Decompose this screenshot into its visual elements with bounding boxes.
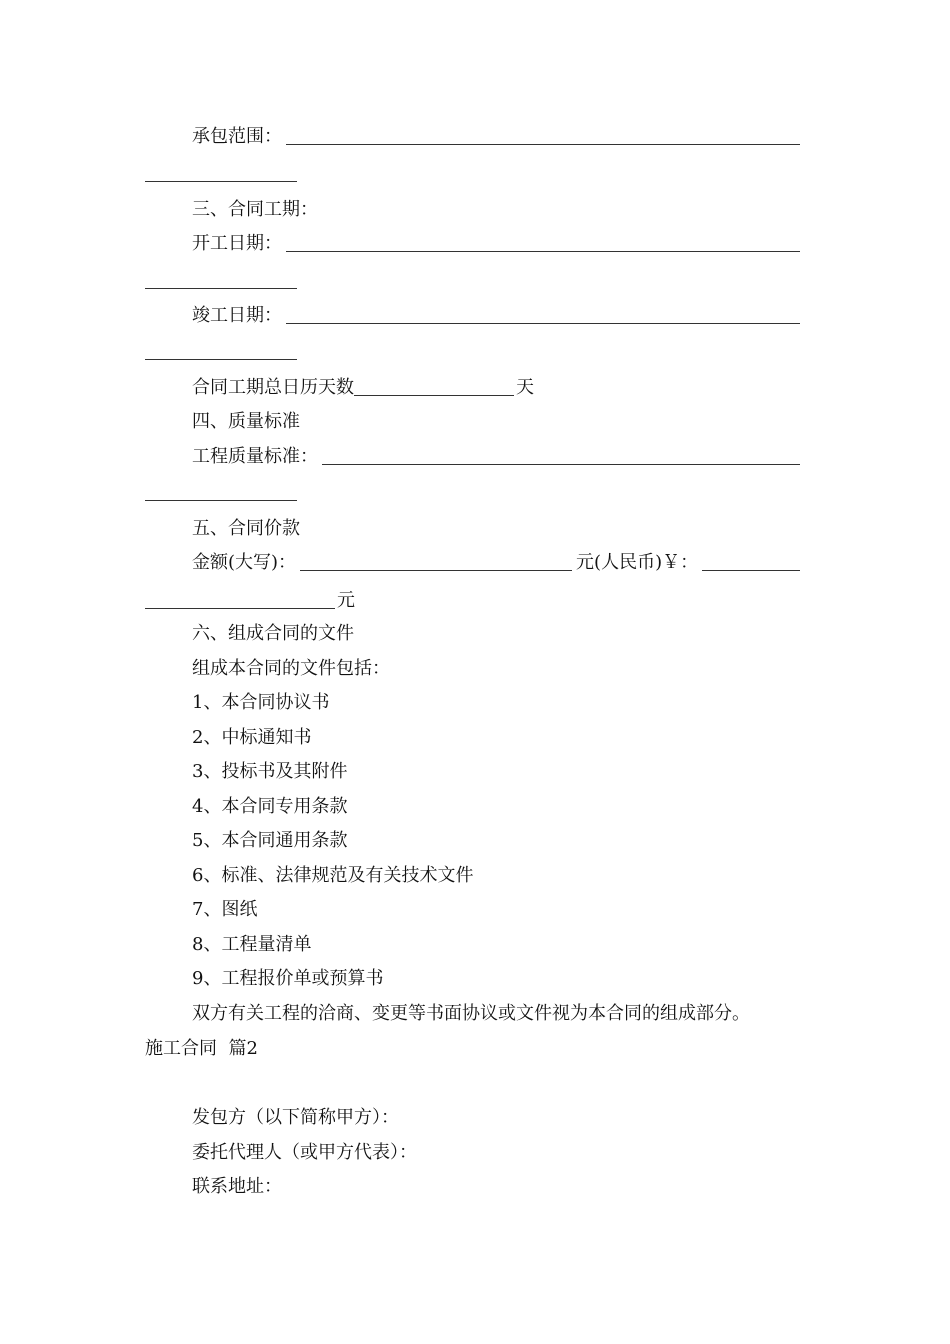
quality-blank[interactable] [322, 464, 800, 465]
closing-statement: 双方有关工程的洽商、变更等书面协议或文件视为本合同的组成部分。 [192, 1003, 750, 1024]
doc-item: 8、工程量清单 [192, 934, 312, 955]
quality-blank-continued[interactable] [145, 500, 297, 501]
amount-figure-blank-continued[interactable] [145, 608, 335, 609]
total-days-unit: 天 [516, 377, 534, 398]
part-2-title: 施工合同 篇2 [145, 1038, 258, 1059]
docs-intro: 组成本合同的文件包括： [192, 658, 390, 679]
section-4-heading: 四、质量标准 [192, 411, 300, 432]
total-days-blank[interactable] [354, 395, 514, 396]
finish-date-blank[interactable] [286, 323, 800, 324]
agent-label: 委托代理人（或甲方代表）： [192, 1142, 417, 1163]
doc-item: 2、中标通知书 [192, 727, 312, 748]
doc-item: 5、本合同通用条款 [192, 830, 348, 851]
doc-item: 9、工程报价单或预算书 [192, 968, 384, 989]
scope-blank-continued[interactable] [145, 181, 297, 182]
section-5-heading: 五、合同价款 [192, 518, 300, 539]
amount-continued-row [145, 589, 355, 613]
total-days-label: 合同工期总日历天数 [192, 377, 354, 398]
start-date-row [192, 232, 804, 256]
start-date-blank-continued[interactable] [145, 288, 297, 289]
scope-blank[interactable] [286, 144, 800, 145]
amount-yuan-unit: 元 [337, 590, 355, 611]
start-date-label: 开工日期： [192, 233, 282, 254]
scope-field-row [192, 125, 804, 149]
amount-figure-blank[interactable] [702, 570, 800, 571]
section-3-heading: 三、合同工期： [192, 199, 318, 220]
amount-label: 金额(大写)： [192, 552, 297, 573]
scope-label: 承包范围： [192, 126, 282, 147]
quality-label: 工程质量标准： [192, 446, 318, 467]
address-label: 联系地址： [192, 1176, 282, 1197]
total-days-row [192, 376, 534, 400]
finish-date-blank-continued[interactable] [145, 359, 297, 360]
amount-row [192, 551, 804, 575]
amount-words-blank[interactable] [300, 570, 572, 571]
finish-date-label: 竣工日期： [192, 305, 282, 326]
employer-label: 发包方（以下简称甲方）： [192, 1107, 399, 1128]
quality-row [192, 445, 804, 469]
finish-date-row [192, 304, 804, 328]
doc-item: 4、本合同专用条款 [192, 796, 348, 817]
amount-rmb-label: 元(人民币)￥： [576, 552, 699, 573]
doc-item: 6、标准、法律规范及有关技术文件 [192, 865, 474, 886]
section-6-heading: 六、组成合同的文件 [192, 623, 354, 644]
doc-item: 3、投标书及其附件 [192, 761, 348, 782]
doc-item: 1、本合同协议书 [192, 692, 330, 713]
doc-item: 7、图纸 [192, 899, 258, 920]
start-date-blank[interactable] [286, 251, 800, 252]
